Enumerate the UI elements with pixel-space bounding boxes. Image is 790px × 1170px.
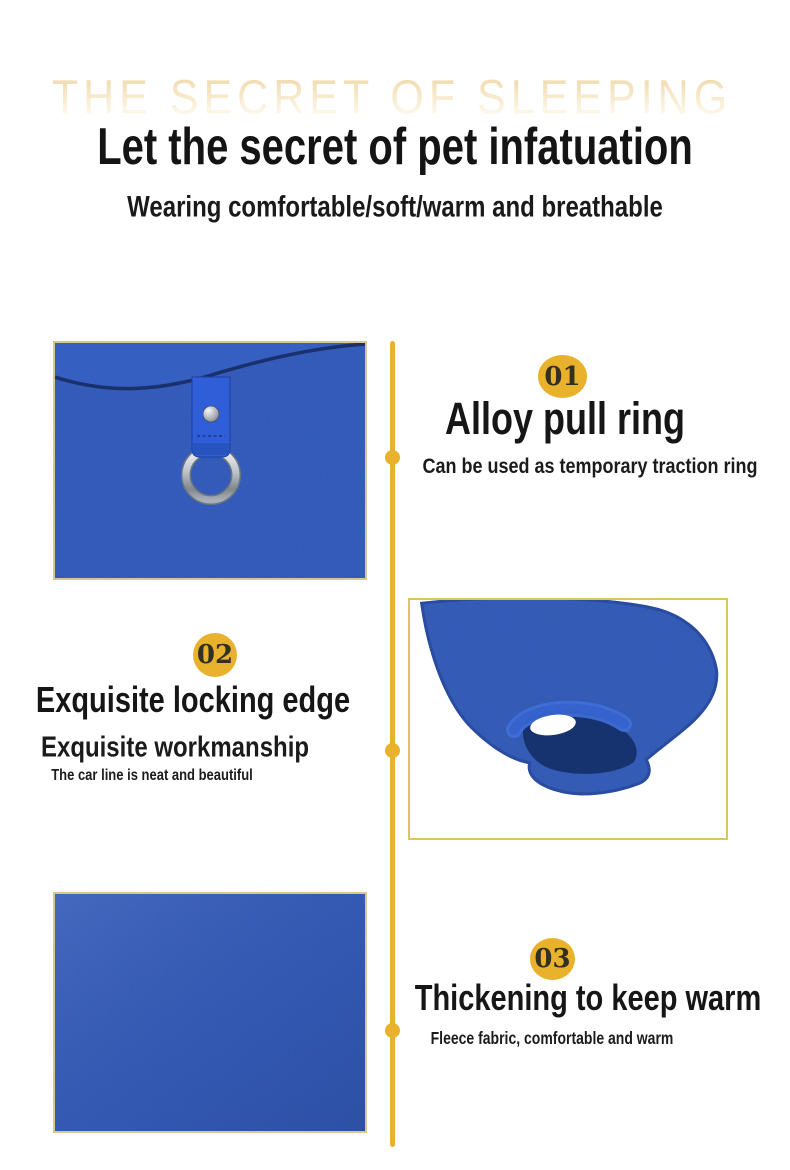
section-01-badge: 01 [538, 355, 587, 398]
fleece-texture-graphic [55, 894, 365, 1131]
section-01-heading: Alloy pull ring [445, 392, 685, 444]
timeline-dot-2 [385, 743, 400, 758]
ghost-watermark-title: THE SECRET OF SLEEPING [51, 71, 733, 125]
timeline-dot-3 [385, 1023, 400, 1038]
section-03-subtext: Fleece fabric, comfortable and warm [430, 1028, 674, 1048]
section-01-photo [53, 341, 367, 580]
section-02-heading: Exquisite locking edge [35, 680, 351, 721]
section-02-subtext: Exquisite workmanship [40, 731, 310, 764]
section-03-photo [53, 892, 367, 1133]
section-03-heading: Thickening to keep warm [414, 978, 762, 1019]
page-subtitle: Wearing comfortable/soft/warm and breathable [127, 190, 663, 224]
section-02-badge: 02 [193, 633, 237, 677]
page-title: Let the secret of pet infatuation [97, 118, 693, 176]
section-02-subtext-2: The car line is neat and beautiful [51, 765, 253, 784]
section-01-subtext: Can be used as temporary traction ring [422, 454, 758, 478]
section-03-badge: 03 [530, 938, 575, 980]
timeline-dot-1 [385, 450, 400, 465]
section-02-photo [408, 598, 728, 840]
rivet-graphic [203, 406, 219, 422]
fleece-sleeve-graphic [410, 600, 726, 838]
strap-graphic [192, 377, 230, 457]
fleece-dring-graphic [55, 343, 365, 578]
